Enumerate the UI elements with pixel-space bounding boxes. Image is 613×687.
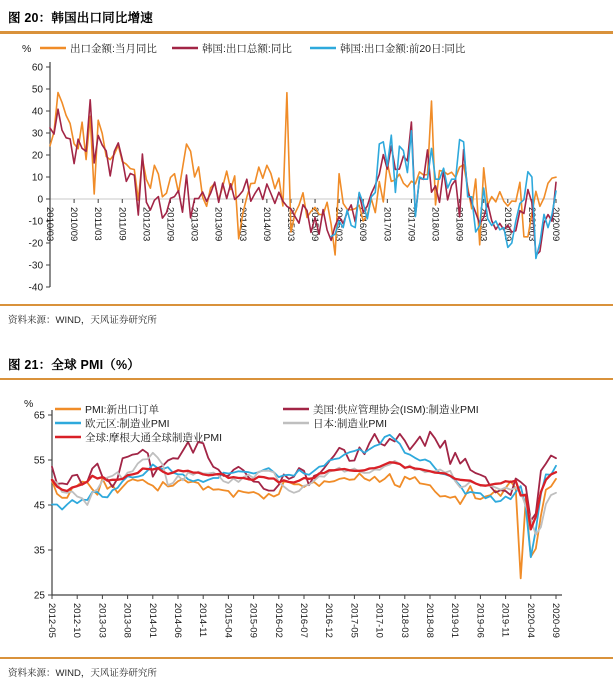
svg-text:2015/09: 2015/09: [309, 206, 321, 241]
svg-text:2016-07: 2016-07: [298, 603, 309, 638]
svg-text:2012-10: 2012-10: [71, 603, 83, 638]
svg-text:2011/09: 2011/09: [116, 206, 128, 241]
svg-text:2015-04: 2015-04: [222, 603, 234, 638]
svg-text:2017/03: 2017/03: [381, 206, 393, 241]
svg-text:20: 20: [31, 150, 43, 161]
svg-text:2015-09: 2015-09: [247, 603, 259, 638]
svg-text:2019-01: 2019-01: [449, 603, 461, 638]
svg-text:55: 55: [33, 455, 45, 467]
svg-text:2011/03: 2011/03: [92, 206, 104, 241]
series-line: [52, 474, 556, 579]
svg-text:2014/09: 2014/09: [260, 206, 272, 241]
svg-text:30: 30: [31, 128, 43, 139]
y-axis-unit-label: %: [24, 398, 34, 410]
korea-export-growth-chart: [0, 34, 613, 304]
svg-text:2010/03: 2010/03: [44, 206, 55, 241]
svg-text:2018/03: 2018/03: [429, 206, 441, 241]
svg-text:2017-10: 2017-10: [373, 603, 385, 638]
legend-label: 全球:摩根大通全球制造业PMI: [85, 432, 223, 444]
figure-21-block: [0, 347, 613, 685]
svg-text:2014/03: 2014/03: [236, 206, 248, 241]
svg-text:2013/09: 2013/09: [212, 206, 224, 241]
source-note: 资料来源：WIND，天风证券研究所: [8, 668, 157, 679]
legend-label: PMI:新出口订单: [85, 404, 160, 416]
svg-text:2017-05: 2017-05: [348, 603, 360, 638]
svg-text:2014-01: 2014-01: [146, 603, 158, 638]
svg-text:2012-05: 2012-05: [46, 603, 57, 638]
svg-text:2018/09: 2018/09: [453, 206, 465, 241]
svg-text:2012/03: 2012/03: [140, 206, 152, 241]
svg-text:2019/03: 2019/03: [477, 206, 489, 241]
svg-text:-30: -30: [28, 260, 43, 271]
svg-text:2016/09: 2016/09: [357, 206, 369, 241]
svg-text:2018-08: 2018-08: [424, 603, 435, 638]
svg-text:2019-06: 2019-06: [474, 603, 486, 638]
svg-text:2018-03: 2018-03: [398, 603, 410, 638]
svg-text:2017/09: 2017/09: [405, 206, 417, 241]
svg-text:2014-11: 2014-11: [197, 603, 209, 638]
svg-text:0: 0: [37, 194, 43, 205]
svg-text:2012/09: 2012/09: [164, 206, 176, 241]
svg-text:35: 35: [33, 545, 45, 557]
svg-text:2016/03: 2016/03: [333, 206, 345, 241]
svg-text:2019-11: 2019-11: [499, 603, 511, 638]
svg-text:2013-03: 2013-03: [96, 603, 108, 638]
svg-text:-40: -40: [28, 282, 43, 293]
legend-label: 欧元区:制造业PMI: [85, 418, 170, 430]
svg-text:2014-06: 2014-06: [172, 603, 183, 638]
global-pmi-chart: [0, 380, 613, 657]
svg-text:60: 60: [31, 62, 43, 73]
svg-text:2020/09: 2020/09: [550, 206, 561, 241]
svg-text:25: 25: [33, 590, 45, 602]
svg-text:2020-09: 2020-09: [550, 603, 561, 638]
svg-text:-20: -20: [28, 238, 43, 249]
legend-label: 韩国:出口金额:前20日:同比: [340, 42, 466, 55]
figure-20-title: 图 20：韩国出口同比增速: [8, 11, 153, 25]
figure-20-block: [0, 0, 613, 331]
y-axis-unit-label: %: [22, 42, 32, 55]
svg-text:2010/09: 2010/09: [68, 206, 80, 241]
svg-text:2013/03: 2013/03: [188, 206, 200, 241]
svg-text:65: 65: [33, 410, 45, 422]
svg-text:2013-08: 2013-08: [121, 603, 133, 638]
series-line: [52, 435, 556, 557]
legend-label: 日本:制造业PMI: [313, 418, 388, 430]
svg-text:50: 50: [31, 84, 43, 95]
legend-label: 美国:供应管理协会(ISM):制造业PMI: [313, 404, 479, 416]
svg-text:40: 40: [31, 106, 43, 117]
figure-21-title: 图 21：全球 PMI（%）: [8, 357, 140, 372]
svg-text:2016-12: 2016-12: [323, 603, 335, 638]
svg-text:10: 10: [31, 172, 43, 183]
svg-text:2020/03: 2020/03: [525, 206, 537, 241]
svg-text:2020-04: 2020-04: [524, 603, 536, 638]
svg-text:2019/09: 2019/09: [501, 206, 513, 241]
legend-label: 韩国:出口总额:同比: [202, 42, 292, 55]
legend-label: 出口金额:当月同比: [70, 42, 157, 55]
source-note: 资料来源：WIND，天风证券研究所: [8, 314, 157, 326]
svg-text:2015/03: 2015/03: [284, 206, 296, 241]
svg-text:-10: -10: [28, 216, 43, 227]
svg-text:45: 45: [33, 500, 45, 512]
svg-text:2016-02: 2016-02: [272, 603, 284, 638]
